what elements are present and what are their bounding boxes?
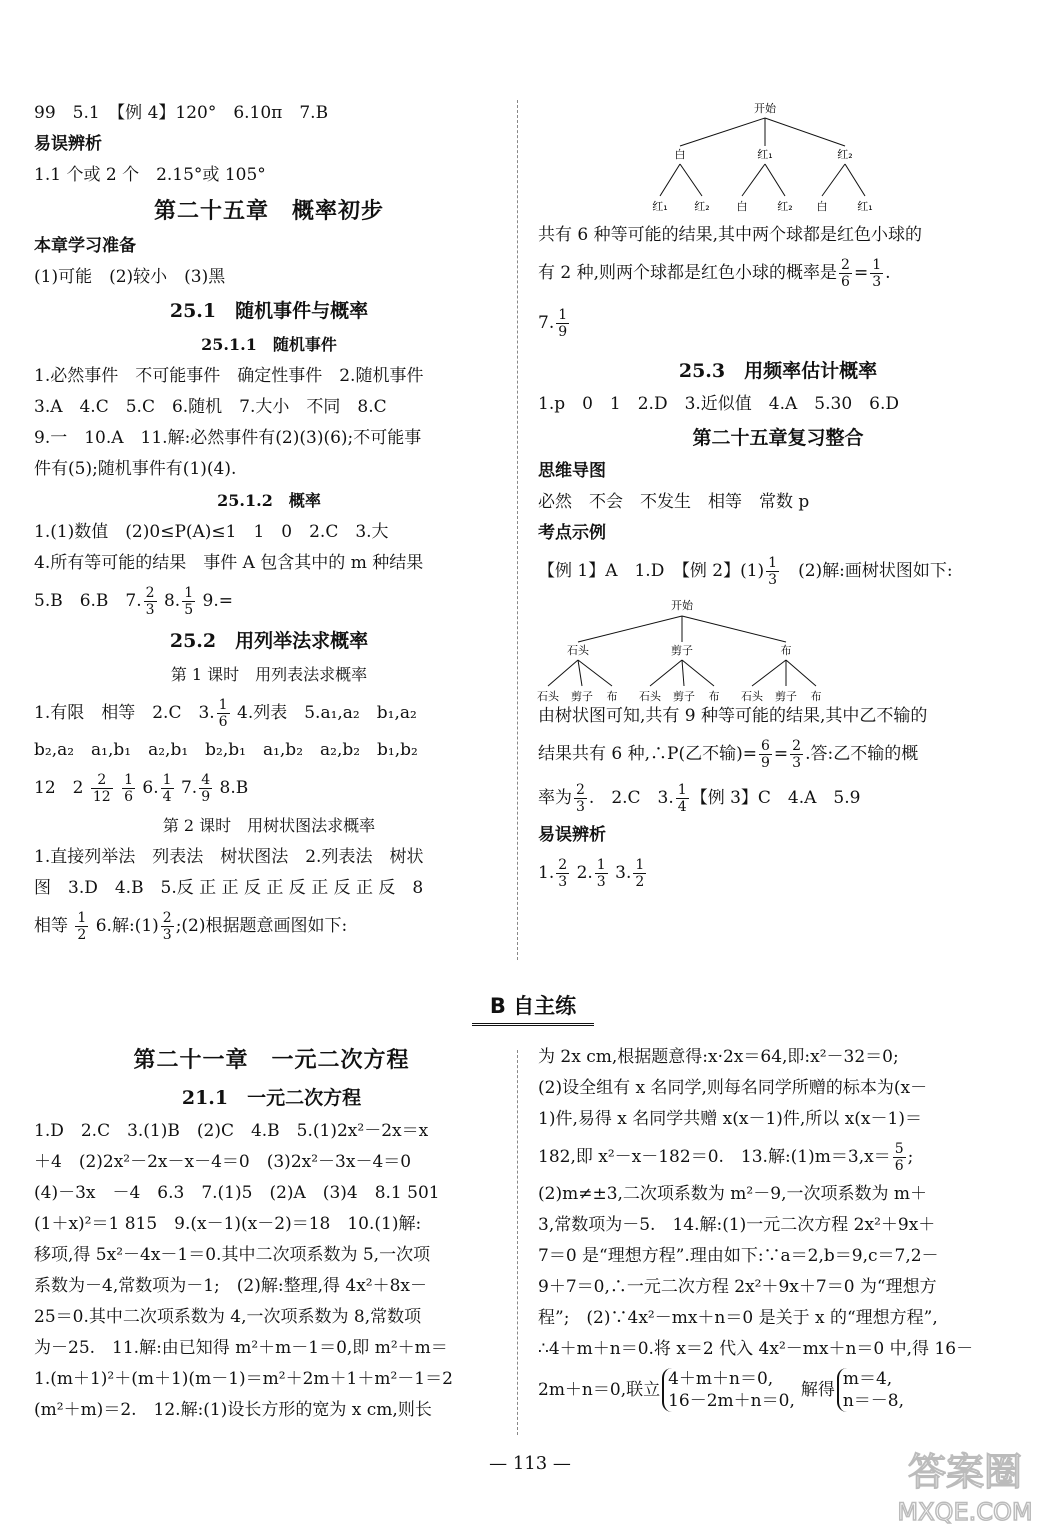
answer-line: (1)可能 (2)较小 (3)黑 [34, 267, 226, 287]
section-banner [478, 990, 588, 1026]
answer-line: 移项,得 5x²－4x－1＝0.其中二次项系数为 5,一次项 [34, 1245, 431, 1265]
answer-line: 25＝0.其中二次项系数为 4,一次项系数为 8,常数项 [34, 1307, 422, 1327]
answer-line: 结果共有 6 种,∴P(乙不输)= $\frac{6}{9}$ = $\frac{2}{3}$ .答:乙不输的概 [538, 738, 919, 771]
tree-leaf: 红₂ [777, 200, 793, 213]
fraction: $\frac{2}{12}$ [92, 772, 111, 805]
chapter-title: 第二十一章 一元二次方程 [133, 1047, 410, 1073]
answer-line: 1.有限 相等 2.C 3. $\frac{1}{6}$ 4.列表 5.a₁,a₂ b₁,a₂ [34, 697, 417, 730]
answer-line: (1＋x)²＝1 815 9.(x－1)(x－2)＝18 10.(1)解: [34, 1214, 422, 1234]
tree-leaf: 剪子 [571, 690, 593, 703]
right-bottom-column [538, 1042, 1018, 1415]
answer-line: 1.(1)数值 (2)0≤P(A)≤1 1 0 2.C 3.大 [34, 522, 389, 542]
fraction: $\frac{2}{3}$ [145, 585, 155, 618]
answer-line: 1. $\frac{2}{3}$ 2. $\frac{1}{3}$ 3. $\frac{1}{2}$ [538, 857, 645, 890]
answer-line: b₂,a₂ a₁,b₁ a₂,b₁ b₂,b₁ a₁,b₂ a₂,b₂ b₁,b₂ [34, 740, 418, 760]
column-divider [517, 100, 518, 960]
section-title: 第二十五章复习整合 [692, 427, 864, 449]
fraction: $\frac{1}{4}$ [162, 772, 172, 805]
answer-line: 1.1 个或 2 个 2.15°或 105° [34, 165, 266, 185]
section-title: 21.1 一元二次方程 [181, 1087, 362, 1109]
svg-text:答案圈: 答案圈 [907, 1450, 1023, 1494]
answer-line: 为 2x cm,根据题意得:x·2x＝64,即:x²－32＝0; [538, 1047, 899, 1067]
lesson-title: 第 1 课时 用列表法求概率 [170, 665, 368, 684]
right-top-column [538, 220, 1018, 895]
answer-line: 1.(m＋1)²＋(m＋1)(m－1)＝m²＋2m＋1＋m²－1＝2 [34, 1369, 453, 1389]
answer-line: 件有(5);随机事件有(1)(4). [34, 459, 237, 479]
fraction: $\frac{1}{3}$ [872, 257, 882, 290]
answer-line: 相等 $\frac{1}{2}$ 6.解:(1) $\frac{2}{3}$ ;(2)根据题意画图如下: [34, 910, 348, 943]
chapter-title: 第二十五章 概率初步 [153, 198, 384, 224]
tree-root-label: 开始 [671, 599, 693, 612]
answer-line: 5.B 6.B 7. $\frac{2}{3}$ 8. $\frac{1}{5}$ 9.= [34, 585, 234, 618]
section-label: 易误辨析 [538, 825, 606, 845]
answer-line: 1.直接列举法 列表法 树状图法 2.列表法 树状 [34, 847, 424, 867]
fraction: $\frac{2}{3}$ [576, 782, 585, 815]
tree-node-l1: 红₁ [757, 148, 773, 161]
answer-line: 图 3.D 4.B 5.反 正 正 反 正 反 正 反 正 反 8 [34, 878, 424, 898]
lesson-title: 第 2 课时 用树状图法求概率 [162, 816, 376, 835]
fraction: $\frac{1}{6}$ [218, 697, 228, 730]
banner-underline [472, 1023, 594, 1026]
tree-leaf: 石头 [537, 690, 559, 703]
tree-leaf: 红₁ [652, 200, 668, 213]
tree-leaf: 石头 [639, 690, 661, 703]
answer-line: 9＋7＝0,∴一元二次方程 2x²＋9x＋7＝0 为“理想方 [538, 1277, 937, 1297]
answer-line: 2m＋n＝0,联立 4＋m＋n＝0, 16－2m＋n＝0, 解得 m＝4, n＝－8, [538, 1369, 905, 1411]
section-title: 25.1 随机事件与概率 [169, 300, 369, 322]
answer-line: ＋4 (2)2x²－2x－x－4＝0 (3)2x²－3x－4＝0 [34, 1152, 412, 1172]
answer-line: 99 5.1 【例 4】120° 6.10π 7.B [34, 103, 329, 123]
section-title: 25.2 用列举法求概率 [169, 630, 369, 652]
tree-leaf: 布 [708, 690, 720, 703]
subsection-title: 25.1.2 概率 [217, 491, 321, 510]
section-title: 25.3 用频率估计概率 [678, 360, 878, 382]
answer-line: 程”; (2)∵4x²－mx＋n＝0 是关于 x 的“理想方程”, [538, 1308, 938, 1328]
fraction: $\frac{1}{2}$ [635, 857, 645, 890]
tree-node-l1: 白 [674, 148, 686, 161]
answer-line: 7＝0 是“理想方程”.理由如下:∵a＝2,b＝9,c＝7,2－ [538, 1246, 939, 1266]
answer-line: 有 2 种,则两个球都是红色小球的概率是 $\frac{2}{6}$ = $\frac{1}{3}$ . [538, 257, 891, 290]
answer-line: (2)设全组有 x 名同学,则每名同学所赠的标本为(x－ [538, 1078, 928, 1098]
answer-line: 182,即 x²－x－182＝0. 13.解:(1)m＝3,x＝ $\frac{5}{6}$ ; [538, 1141, 914, 1174]
page-number: — 113 — [489, 1453, 571, 1474]
answer-line: 9.一 10.A 11.解:必然事件有(2)(3)(6);不可能事 [34, 428, 422, 448]
fraction: $\frac{6}{9}$ [760, 738, 770, 771]
tree-node-l1: 剪子 [671, 644, 693, 657]
answer-line: 1.D 2.C 3.(1)B (2)C 4.B 5.(1)2x²－2x＝x [34, 1121, 429, 1141]
tree-leaf: 红₁ [857, 200, 873, 213]
svg-text:MXQE.COM: MXQE.COM [897, 1498, 1033, 1526]
tree-leaf: 白 [736, 200, 748, 213]
answer-line: 1.p 0 1 2.D 3.近似值 4.A 5.30 6.D [538, 394, 900, 414]
column-divider [517, 1050, 518, 1435]
tree-leaf: 石头 [741, 690, 763, 703]
tree-leaf: 剪子 [673, 690, 695, 703]
tree-node-l1: 红₂ [837, 148, 853, 161]
tree-diagram-rock-paper-scissors [530, 596, 830, 708]
tree-leaf: 白 [816, 200, 828, 213]
equation-system: 4＋m＋n＝0, 16－2m＋n＝0, [662, 1368, 795, 1412]
answer-line: 4.所有等可能的结果 事件 A 包含其中的 m 种结果 [34, 553, 424, 573]
answer-line: 为－25. 11.解:由已知得 m²＋m－1＝0,即 m²＋m＝ [34, 1338, 448, 1358]
answer-line: (2)m≠±3,二次项系数为 m²－9,一次项系数为 m＋ [538, 1184, 927, 1204]
fraction: $\frac{1}{5}$ [184, 585, 194, 618]
section-label: 易误辨析 [34, 134, 102, 154]
tree-root-label: 开始 [754, 102, 776, 115]
fraction: $\frac{1}{4}$ [677, 782, 687, 815]
fraction: $\frac{2}{6}$ [841, 257, 850, 290]
answer-line: 率为 $\frac{2}{3}$ . 2.C 3. $\frac{1}{4}$ 【例 3】C 4.A 5.9 [538, 782, 861, 815]
fraction: $\frac{2}{3}$ [162, 910, 172, 943]
answer-line: 由树状图可知,共有 9 种等可能的结果,其中乙不输的 [538, 706, 928, 726]
answer-line: 1.必然事件 不可能事件 确定性事件 2.随机事件 [34, 366, 424, 386]
tree-diagram-balls [640, 100, 890, 218]
section-label: 本章学习准备 [34, 236, 136, 256]
section-label: 考点示例 [538, 523, 606, 543]
answer-line: 【例 1】A 1.D 【例 2】(1) $\frac{1}{3}$ (2)解:画树状图如下: [538, 555, 953, 588]
fraction: $\frac{1}{9}$ [558, 307, 568, 340]
answer-line: 共有 6 种等可能的结果,其中两个球都是红色小球的 [538, 225, 923, 245]
left-top-column [34, 98, 504, 948]
answer-line: 1)件,易得 x 名同学共赠 x(x－1)件,所以 x(x－1)＝ [538, 1109, 922, 1129]
answer-line: 系数为－4,常数项为－1; (2)解:整理,得 4x²＋8x－ [34, 1276, 427, 1296]
subsection-title: 25.1.1 随机事件 [201, 335, 337, 354]
fraction: $\frac{4}{9}$ [201, 772, 211, 805]
answer-line: 7. $\frac{1}{9}$ [538, 307, 568, 340]
answer-line: ∴4＋m＋n＝0.将 x＝2 代入 4x²－mx＋n＝0 中,得 16－ [538, 1339, 974, 1359]
tree-leaf: 剪子 [775, 690, 797, 703]
fraction: $\frac{1}{3}$ [596, 857, 606, 890]
left-bottom-column [34, 1040, 509, 1426]
answer-line: (4)－3x －4 6.3 7.(1)5 (2)A (3)4 8.1 501 [34, 1183, 440, 1203]
answer-line: 3,常数项为－5. 14.解:(1)一元二次方程 2x²＋9x＋ [538, 1215, 936, 1235]
answer-line: 12 2 $\frac{2}{12}$ $\frac{1}{6}$ 6. $\frac{1}{4}$ 7. $\frac{4}{9}$ 8.B [34, 772, 249, 805]
tree-node-l1: 石头 [567, 644, 589, 657]
answer-line: 3.A 4.C 5.C 6.随机 7.大小 不同 8.C [34, 397, 387, 417]
fraction: $\frac{2}{3}$ [558, 857, 568, 890]
fraction: $\frac{5}{6}$ [894, 1141, 904, 1174]
fraction: $\frac{1}{3}$ [768, 555, 778, 588]
fraction: $\frac{1}{2}$ [77, 910, 87, 943]
tree-leaf: 布 [810, 690, 822, 703]
fraction: $\frac{1}{6}$ [124, 772, 134, 805]
answer-line: (m²＋m)＝2. 12.解:(1)设长方形的宽为 x cm,则长 [34, 1400, 432, 1420]
banner-label: B 自主练 [489, 994, 577, 1018]
tree-node-l1: 布 [780, 644, 792, 657]
tree-leaf: 红₂ [694, 200, 710, 213]
solution-system: m＝4, n＝－8, [837, 1368, 904, 1412]
answer-line: 必然 不会 不发生 相等 常数 p [538, 492, 810, 512]
section-label: 思维导图 [538, 461, 606, 481]
fraction: $\frac{2}{3}$ [792, 738, 802, 771]
watermark-logo [880, 1440, 1050, 1530]
tree-leaf: 布 [606, 690, 618, 703]
